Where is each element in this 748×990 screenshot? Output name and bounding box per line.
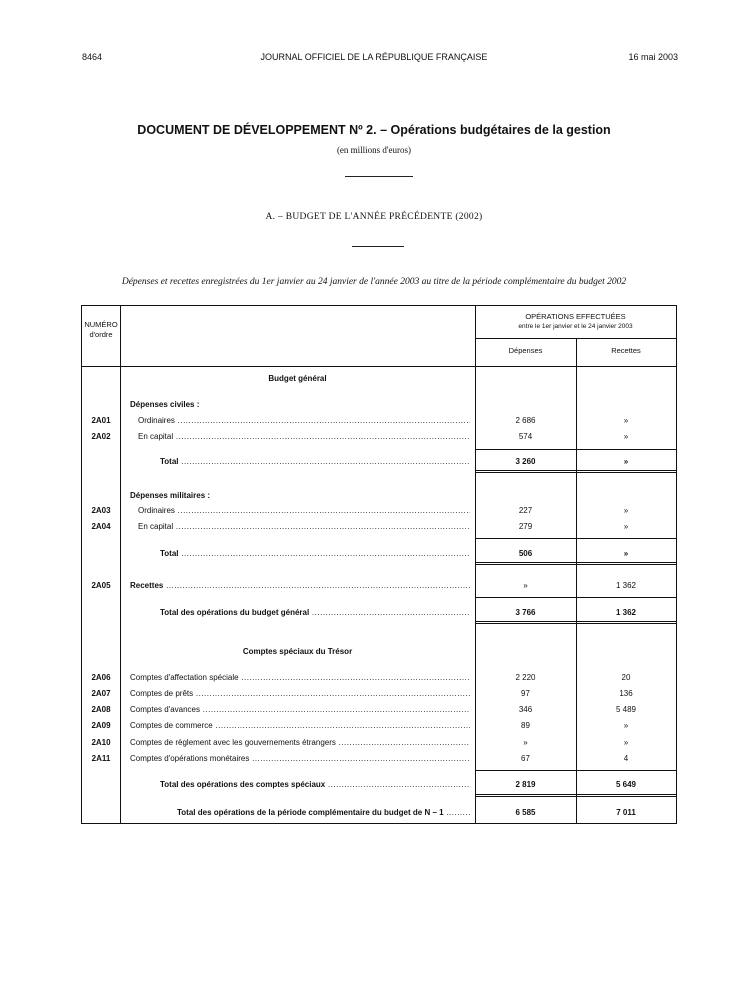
subtotal-line: [475, 621, 676, 622]
subtotal-line: [475, 564, 676, 565]
row-depenses: 2 686: [515, 416, 536, 425]
grand-total-depenses: 6 585: [515, 808, 536, 817]
row-depenses: 97: [521, 689, 530, 698]
row-recettes: »: [623, 432, 629, 441]
row-recettes: 1 362: [615, 581, 637, 590]
total-depenses: 2 819: [515, 780, 536, 789]
row-recettes: »: [623, 738, 629, 747]
header-recettes: Recettes: [611, 346, 641, 355]
issue-date: 16 mai 2003: [628, 52, 678, 62]
total-depenses: 3 766: [515, 608, 536, 617]
row-depenses: 2 220: [515, 673, 536, 682]
row-recettes: 20: [621, 673, 631, 682]
subtotal-line: [475, 770, 676, 771]
total-label: Total .....: [160, 549, 470, 559]
row-recettes: »: [623, 721, 629, 730]
header-divider: [475, 338, 676, 339]
grand-total-label: Total des opérations de la période complémentaire du budget de N – 1 .....: [177, 808, 470, 818]
header-numero: NUMÉRO: [84, 320, 118, 329]
divider: [352, 246, 404, 247]
row-label: En capital .....: [138, 432, 470, 442]
total-depenses: 3 260: [515, 457, 536, 466]
section-comptes-speciaux: Comptes spéciaux du Trésor: [242, 647, 353, 656]
subtotal-line: [475, 449, 676, 450]
row-label: Ordinaires .....: [138, 506, 470, 516]
row-code: 2A11: [91, 754, 111, 763]
header-operations-period: entre le 1er janvier et le 24 janvier 2003: [518, 323, 633, 330]
subtotal-line: [475, 538, 676, 539]
divider: [345, 176, 413, 177]
row-recettes: »: [623, 506, 629, 515]
header-divider: [82, 366, 676, 367]
subtotal-line: [475, 472, 676, 473]
subtotal-line: [475, 794, 676, 795]
total-recettes: 1 362: [615, 608, 637, 617]
row-recettes: »: [623, 416, 629, 425]
row-depenses: 227: [518, 506, 533, 515]
row-code: 2A02: [91, 432, 111, 441]
total-recettes: »: [623, 549, 629, 558]
page-number: 8464: [82, 52, 103, 62]
row-depenses: 279: [518, 522, 533, 531]
subtotal-line: [475, 623, 676, 624]
row-recettes: 4: [623, 754, 629, 763]
row-code: 2A05: [91, 581, 111, 590]
row-code: 2A09: [91, 721, 111, 730]
header-operations: OPÉRATIONS EFFECTUÉES: [525, 312, 626, 321]
row-depenses: 89: [521, 721, 530, 730]
row-code: 2A04: [91, 522, 111, 531]
row-label: Comptes de règlement avec les gouvernements étrangers .....: [130, 738, 470, 748]
total-label: Total .....: [160, 457, 470, 467]
row-depenses: 67: [521, 754, 530, 763]
row-label: Comptes de commerce .....: [130, 721, 470, 731]
row-label: Comptes d'affectation spéciale .....: [130, 673, 470, 683]
row-depenses: 574: [518, 432, 533, 441]
total-label: Total des opérations du budget général .....: [160, 608, 470, 618]
section-heading: A. – BUDGET DE L'ANNÉE PRÉCÉDENTE (2002): [265, 212, 483, 222]
row-depenses: »: [523, 581, 528, 590]
row-code: 2A08: [91, 705, 111, 714]
total-recettes: »: [623, 457, 629, 466]
row-recettes: 136: [619, 689, 633, 698]
row-code: 2A07: [91, 689, 111, 698]
subtotal-line: [475, 796, 676, 797]
subtotal-line: [475, 562, 676, 563]
subsection-depenses-militaires: Dépenses militaires :: [130, 491, 211, 500]
row-code: 2A06: [91, 673, 111, 682]
total-depenses: 506: [518, 549, 533, 558]
header-depenses: Dépenses: [508, 346, 543, 355]
row-label: En capital .....: [138, 522, 470, 532]
row-code: 2A03: [91, 506, 111, 515]
subsection-depenses-civiles: Dépenses civiles :: [130, 400, 200, 409]
table-caption: Dépenses et recettes enregistrées du 1er janvier au 24 janvier de l'année 2003 au titre de la période complémentaire du budget 2002: [121, 277, 627, 287]
row-label: Comptes d'opérations monétaires .....: [130, 754, 470, 764]
header-ordre: d'ordre: [89, 330, 113, 339]
row-depenses: 346: [518, 705, 533, 714]
total-label: Total des opérations des comptes spéciaux .....: [160, 780, 470, 790]
document-title: DOCUMENT DE DÉVELOPPEMENT Nº 2. – Opérations budgétaires de la gestion: [137, 123, 611, 137]
row-recettes: 5 489: [615, 705, 637, 714]
row-label: Ordinaires .....: [138, 416, 470, 426]
row-label: Comptes d'avances .....: [130, 705, 470, 715]
subtotal-line: [475, 597, 676, 598]
budget-table: [81, 305, 677, 824]
row-recettes: »: [623, 522, 629, 531]
row-code: 2A01: [91, 416, 111, 425]
row-label: Recettes .....: [130, 581, 470, 591]
journal-title: JOURNAL OFFICIEL DE LA RÉPUBLIQUE FRANÇAISE: [260, 52, 488, 62]
total-recettes: 5 649: [615, 780, 637, 789]
document-subtitle: (en millions d'euros): [336, 145, 412, 155]
row-label: Comptes de prêts .....: [130, 689, 470, 699]
subtotal-line: [475, 470, 676, 471]
grand-total-recettes: 7 011: [616, 808, 636, 817]
row-code: 2A10: [91, 738, 111, 747]
row-depenses: »: [523, 738, 528, 747]
section-budget-general: Budget général: [268, 374, 327, 383]
